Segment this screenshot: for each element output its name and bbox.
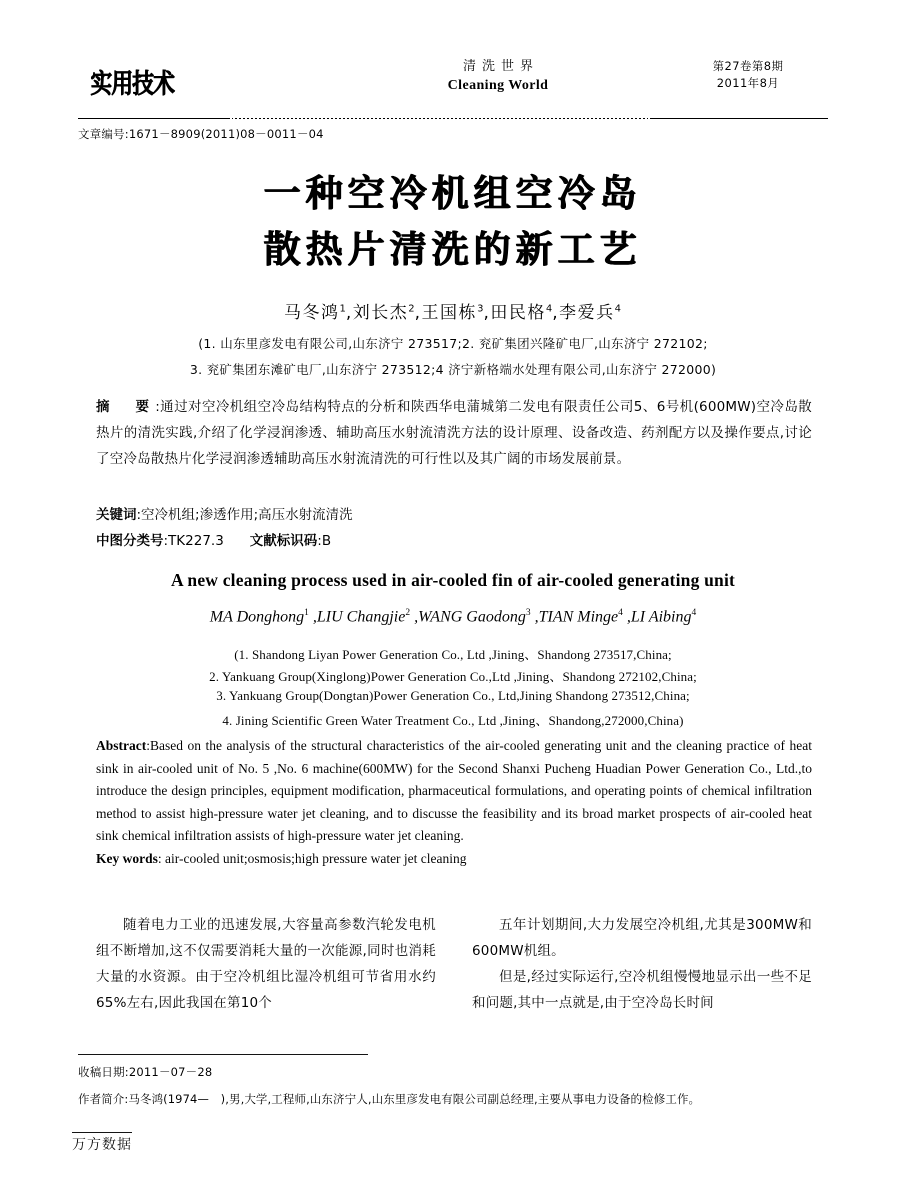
received-date: 收稿日期:2011－07－28 bbox=[78, 1065, 213, 1079]
body-paragraph: 随着电力工业的迅速发展,大容量高参数汽轮发电机组不断增加,这不仅需要消耗大量的一次能源,同时也消耗大量的水资源。由于空冷机组比湿冷机组可节省用水约65%左右,因此我国在第10个 bbox=[96, 917, 436, 1011]
issue-info bbox=[668, 58, 828, 92]
authors-en: MA Donghong$^1$ ,LIU Changjie$^2$ ,WANG Gaodong$^3$ ,TIAN Minge$^4$ ,LI Aibing$^4$ bbox=[209, 608, 697, 626]
abstract-en bbox=[96, 735, 812, 848]
keywords-en-label: Key words bbox=[96, 851, 158, 866]
body-paragraph: 五年计划期间,大力发展空冷机组,尤其是300MW和600MW机组。 bbox=[472, 917, 812, 959]
issue-volume: 第27卷第8期 bbox=[712, 59, 784, 73]
keywords-cn-text: :空冷机组;渗透作用;高压水射流清洗 bbox=[136, 507, 353, 523]
footnote-rule bbox=[78, 1054, 368, 1055]
affiliation-cn-1: (1. 山东里彦发电有限公司,山东济宁 273517;2. 兖矿集团兴隆矿电厂,山东济宁 272102; bbox=[198, 336, 708, 351]
journal-title-block bbox=[408, 55, 588, 94]
title-line-2: 散热片清洗的新工艺 bbox=[263, 228, 642, 271]
section-logo: 实用技术 bbox=[90, 69, 174, 100]
keywords-en-text: : air-cooled unit;osmosis;high pressure water jet cleaning bbox=[157, 851, 467, 866]
abstract-cn-text: :通过对空冷机组空冷岛结构特点的分析和陕西华电蒲城第二发电有限责任公司5、6号机(600MW)空冷岛散热片的清洗实践,介绍了化学浸润渗透、辅助高压水射流清洗方法的设计原理、设备改造、药剂配方以及操作要点,讨论了空冷岛散热片化学浸润渗透辅助高压水射流清洗的可行性以及其广阔的市场发展前景。 bbox=[96, 399, 812, 467]
masthead bbox=[78, 55, 828, 117]
page-title-en: A new cleaning process used in air-cooled fin of air-cooled generating unit bbox=[170, 570, 736, 590]
keywords-cn-label: 关键词 bbox=[96, 507, 137, 523]
affiliation-en-4: 4. Jining Scientific Green Water Treatment Co., Ltd ,Jining、Shandong,272000,China) bbox=[222, 713, 684, 728]
keywords-cn bbox=[96, 502, 812, 528]
masthead-rule-gap bbox=[230, 117, 650, 119]
article-number: 文章编号:1671－8909(2011)08－0011－04 bbox=[78, 127, 324, 141]
affiliation-cn-2: 3. 兖矿集团东滩矿电厂,山东济宁 273512;4 济宁新格端水处理有限公司,山东济宁 272000) bbox=[189, 362, 717, 377]
journal-title-cn: 清洗世界 bbox=[462, 59, 539, 74]
wanfang-watermark: 万方数据 bbox=[72, 1132, 132, 1154]
abstract-en-text: :Based on the analysis of the structural characteristics of the air-cooled generating unit and the cleaning practice of heat sink in air-cooled unit of No. 5 ,No. 6 machine(600MW) for the Second Shanxi Pucheng Huadian Power Generation Co., Ltd.,to introduce the design principles, equipment modification, pharmaceutical formulations, and operating points of chemical infiltration method to assist high-pressure water jet cleaning, and to discusse the feasibility and its broad market prospects of air-cooled heat sink chemical infiltration assists of high-pressure water jet cleaning. bbox=[96, 738, 812, 843]
issue-date: 2011年8月 bbox=[716, 76, 780, 90]
abstract-cn bbox=[96, 394, 812, 472]
body-columns bbox=[96, 912, 812, 1040]
affiliation-en-3: 3. Yankuang Group(Dongtan)Power Generation Co., Ltd,Jining Shandong 273512,China; bbox=[216, 688, 690, 703]
clc-code-line bbox=[96, 528, 812, 554]
affiliation-en-2: 2. Yankuang Group(Xinglong)Power Generation Co.,Ltd ,Jining、Shandong 272102,China; bbox=[209, 669, 697, 684]
journal-title-en: Cleaning World bbox=[447, 78, 549, 93]
page-title bbox=[0, 166, 905, 278]
body-column-left bbox=[96, 912, 436, 1040]
doc-code-value: :B bbox=[317, 533, 332, 549]
affiliation-en-1: (1. Shandong Liyan Power Generation Co., Ltd ,Jining、Shandong 273517,China; bbox=[234, 647, 672, 662]
author-bio: 作者简介:马冬鸿(1974— ),男,大学,工程师,山东济宁人,山东里彦发电有限公司副总经理,主要从事电力设备的检修工作。 bbox=[78, 1092, 701, 1106]
authors-cn: 马冬鸿$^1$,刘长杰$^2$,王国栋$^3$,田民格$^4$,李爱兵$^4$ bbox=[284, 303, 621, 323]
abstract-en-label: Abstract bbox=[96, 738, 147, 753]
keywords-en bbox=[96, 848, 812, 871]
doc-code-label: 文献标识码 bbox=[249, 533, 318, 549]
abstract-cn-label: 摘 要 bbox=[96, 399, 156, 415]
clc-label: 中图分类号 bbox=[96, 533, 164, 549]
body-column-right bbox=[472, 912, 812, 1040]
title-line-1: 一种空冷机组空冷岛 bbox=[263, 172, 642, 215]
body-paragraph: 但是,经过实际运行,空冷机组慢慢地显示出一些不足和问题,其中一点就是,由于空冷岛长时间 bbox=[472, 969, 812, 1011]
clc-value: :TK227.3 bbox=[163, 533, 224, 549]
